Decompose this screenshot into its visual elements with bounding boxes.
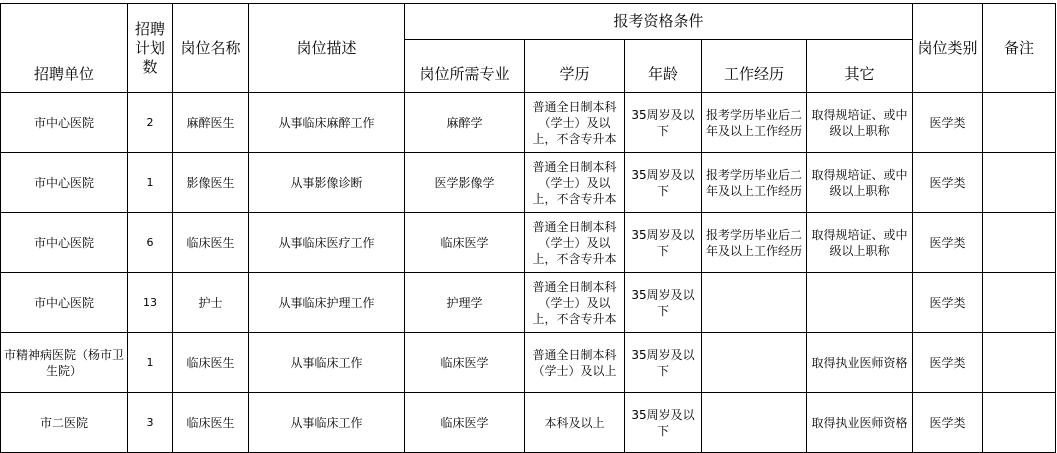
cell-major: 护理学: [405, 273, 525, 333]
cell-other: 取得规培证、或中级以上职称: [807, 93, 913, 153]
cell-category: 医学类: [913, 333, 983, 393]
table-row: [1, 93, 1056, 153]
cell-edu: 普通全日制本科（学士）及以上，不含专升本: [525, 273, 625, 333]
cell-exp: [702, 393, 807, 453]
cell-desc: 从事临床工作: [249, 333, 405, 393]
header-other: 其它: [807, 40, 913, 93]
cell-age: 35周岁及以下: [625, 213, 702, 273]
header-category: 岗位类别: [913, 4, 983, 93]
header-age: 年龄: [625, 40, 702, 93]
header-edu: 学历: [525, 40, 625, 93]
cell-exp: [702, 273, 807, 333]
header-position: 岗位名称: [173, 4, 249, 93]
cell-remark: [983, 273, 1056, 333]
cell-other: 取得规培证、或中级以上职称: [807, 213, 913, 273]
cell-position: 临床医生: [173, 213, 249, 273]
cell-other: [807, 273, 913, 333]
header-plan: 招聘计划数: [128, 4, 173, 93]
cell-plan: 1: [128, 333, 173, 393]
cell-age: 35周岁及以下: [625, 393, 702, 453]
header-remark: 备注: [983, 4, 1056, 93]
cell-desc: 从事临床工作: [249, 393, 405, 453]
cell-unit: 市中心医院: [1, 213, 128, 273]
cell-major: 临床医学: [405, 393, 525, 453]
header-major: 岗位所需专业: [405, 40, 525, 93]
cell-exp: 报考学历毕业后二年及以上工作经历: [702, 213, 807, 273]
cell-major: 医学影像学: [405, 153, 525, 213]
cell-unit: 市中心医院: [1, 273, 128, 333]
cell-desc: 从事临床护理工作: [249, 273, 405, 333]
table-row: [1, 153, 1056, 213]
cell-age: 35周岁及以下: [625, 273, 702, 333]
cell-edu: 本科及以上: [525, 393, 625, 453]
cell-major: 麻醉学: [405, 93, 525, 153]
recruitment-table: [0, 3, 1056, 453]
cell-plan: 2: [128, 93, 173, 153]
cell-unit: 市二医院: [1, 393, 128, 453]
cell-edu: 普通全日制本科（学士）及以上: [525, 333, 625, 393]
header-qualification-group: 报考资格条件: [405, 4, 913, 40]
cell-position: 临床医生: [173, 333, 249, 393]
cell-desc: 从事临床麻醉工作: [249, 93, 405, 153]
cell-remark: [983, 393, 1056, 453]
cell-plan: 6: [128, 213, 173, 273]
cell-exp: [702, 333, 807, 393]
cell-category: 医学类: [913, 153, 983, 213]
header-unit: 招聘单位: [1, 4, 128, 93]
cell-category: 医学类: [913, 393, 983, 453]
cell-remark: [983, 93, 1056, 153]
cell-desc: 从事临床医疗工作: [249, 213, 405, 273]
cell-age: 35周岁及以下: [625, 93, 702, 153]
cell-major: 临床医学: [405, 213, 525, 273]
cell-position: 麻醉医生: [173, 93, 249, 153]
cell-category: 医学类: [913, 213, 983, 273]
cell-position: 临床医生: [173, 393, 249, 453]
table-row: [1, 393, 1056, 453]
cell-exp: 报考学历毕业后二年及以上工作经历: [702, 93, 807, 153]
cell-edu: 普通全日制本科（学士）及以上，不含专升本: [525, 153, 625, 213]
cell-other: 取得执业医师资格: [807, 333, 913, 393]
cell-unit: 市精神病医院（杨市卫生院）: [1, 333, 128, 393]
cell-other: 取得规培证、或中级以上职称: [807, 153, 913, 213]
cell-other: 取得执业医师资格: [807, 393, 913, 453]
header-exp: 工作经历: [702, 40, 807, 93]
cell-desc: 从事影像诊断: [249, 153, 405, 213]
cell-plan: 3: [128, 393, 173, 453]
cell-major: 临床医学: [405, 333, 525, 393]
cell-exp: 报考学历毕业后二年及以上工作经历: [702, 153, 807, 213]
table-row: [1, 213, 1056, 273]
cell-edu: 普通全日制本科（学士）及以上，不含专升本: [525, 93, 625, 153]
cell-unit: 市中心医院: [1, 93, 128, 153]
cell-age: 35周岁及以下: [625, 333, 702, 393]
header-row-1: [1, 4, 1056, 40]
cell-age: 35周岁及以下: [625, 153, 702, 213]
cell-plan: 1: [128, 153, 173, 213]
cell-remark: [983, 213, 1056, 273]
header-desc: 岗位描述: [249, 4, 405, 93]
cell-remark: [983, 153, 1056, 213]
table-row: [1, 333, 1056, 393]
table-row: [1, 273, 1056, 333]
cell-edu: 普通全日制本科（学士）及以上，不含专升本: [525, 213, 625, 273]
cell-unit: 市中心医院: [1, 153, 128, 213]
cell-remark: [983, 333, 1056, 393]
cell-category: 医学类: [913, 93, 983, 153]
cell-position: 护士: [173, 273, 249, 333]
cell-plan: 13: [128, 273, 173, 333]
cell-category: 医学类: [913, 273, 983, 333]
cell-position: 影像医生: [173, 153, 249, 213]
